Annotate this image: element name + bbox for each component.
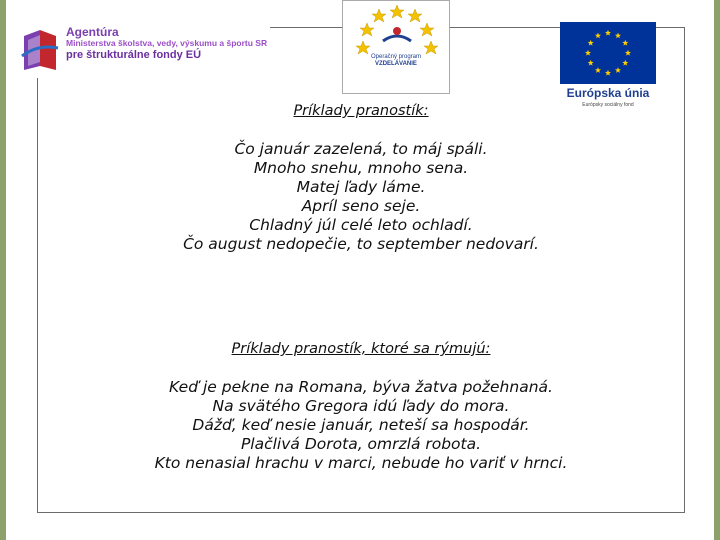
agency-logo xyxy=(14,22,270,78)
rhyme-line: Na svätého Gregora idú ľady do mora. xyxy=(212,397,510,415)
agency-fund: pre štrukturálne fondy EÚ xyxy=(66,48,202,61)
eu-flag-icon xyxy=(560,22,656,84)
proverb-line: Matej ľady láme. xyxy=(296,178,426,196)
op-line1: Operačný program xyxy=(370,54,422,60)
eu-name: Európska únia xyxy=(566,86,650,100)
right-accent-bar xyxy=(714,0,720,540)
proverb-line: Chladný júl celé leto ochladí. xyxy=(249,216,473,234)
operational-program-logo xyxy=(342,0,450,94)
rhyme-line: Kto nenasial hrachu v marci, nebude ho variť v hrnci. xyxy=(154,454,568,472)
agency-ministry: Ministerstva školstva, vedy, výskumu a športu SR xyxy=(66,38,268,49)
section2-heading: Príklady pranostík, ktoré sa rýmujú: xyxy=(231,341,491,357)
op-stars-icon xyxy=(343,1,451,57)
rhyme-line: Plačlivá Dorota, omrzlá robota. xyxy=(240,435,482,453)
rhyme-line: Dážď, keď nesie január, neteší sa hospodár. xyxy=(192,416,530,434)
left-accent-bar xyxy=(0,0,6,540)
spacer xyxy=(37,121,685,140)
agency-name: Agentúra xyxy=(66,25,119,39)
proverb-line: Mnoho snehu, mnoho sena. xyxy=(253,159,469,177)
section-rhyming-proverbs xyxy=(37,340,685,473)
op-line2: VZDELÁVANIE xyxy=(375,60,417,67)
proverb-line: Čo august nedopečie, to september nedovarí. xyxy=(183,235,539,253)
agency-book-icon xyxy=(18,26,62,74)
section-proverbs xyxy=(37,102,685,254)
spacer xyxy=(37,359,685,378)
rhyme-line: Keď je pekne na Romana, býva žatva požehnaná. xyxy=(169,378,553,396)
proverb-line: Čo január zazelená, to máj spáli. xyxy=(234,140,488,158)
eu-caption: Európsky sociálny fond xyxy=(582,102,634,108)
section1-heading: Príklady pranostík: xyxy=(293,103,429,119)
proverb-line: Apríl seno seje. xyxy=(301,197,421,215)
